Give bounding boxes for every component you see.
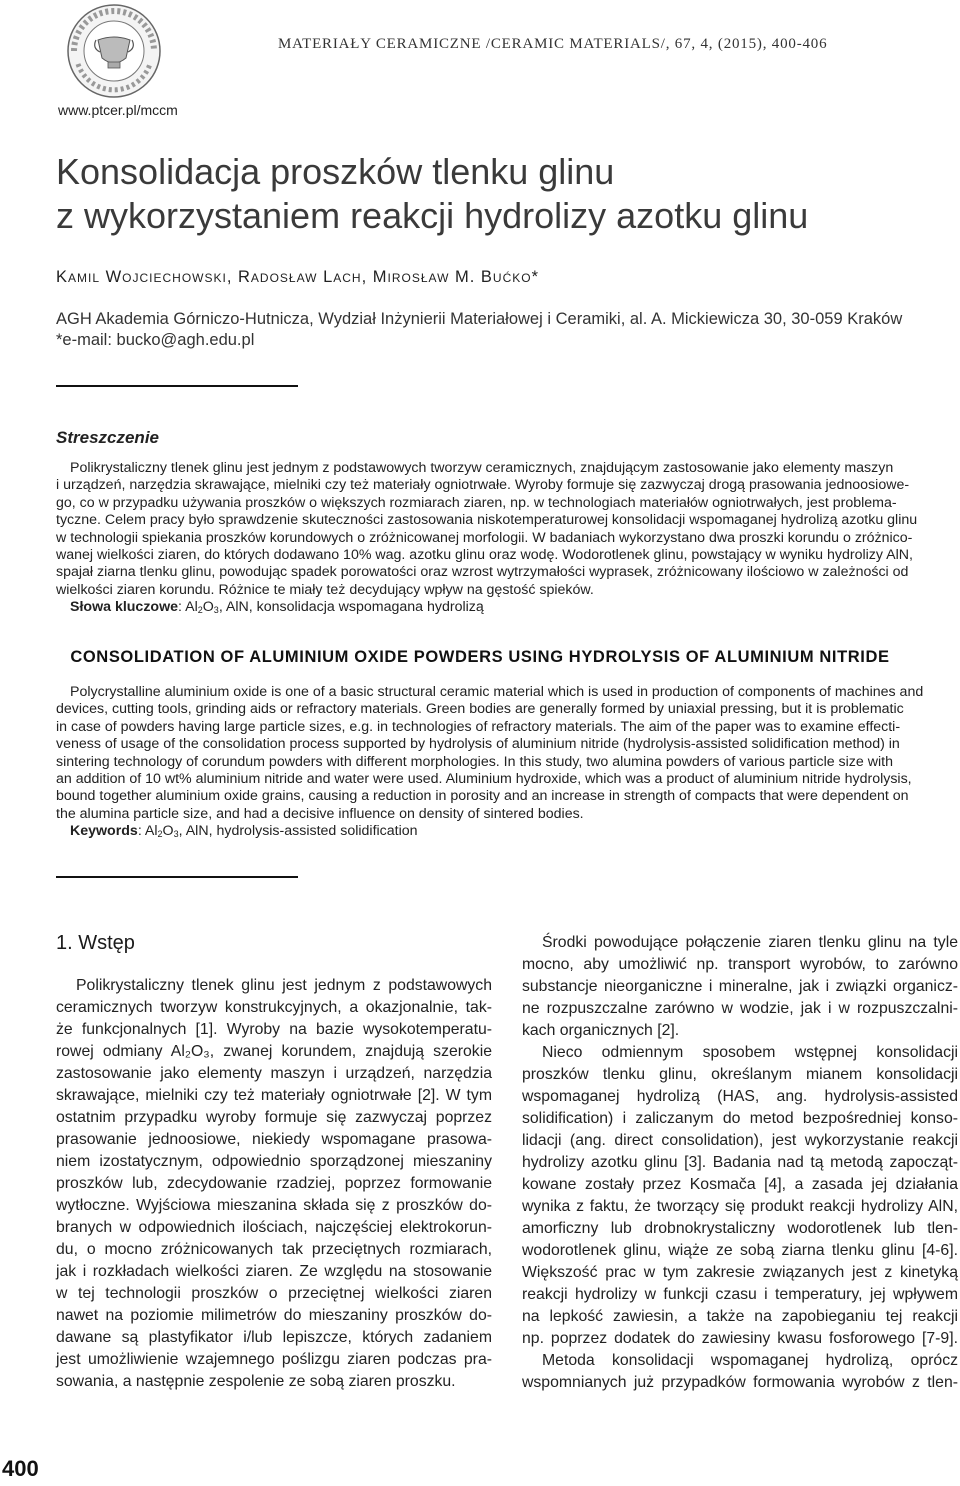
society-seal-icon <box>58 2 170 100</box>
body-line: prasowanie jednoosiowe, niekiedy wspomagane prasowa- <box>56 1131 492 1148</box>
body-line: hydrolizy azotku glinu [3]. Badania nad tą metodą zapocząt- <box>522 1154 958 1171</box>
body-column-right <box>522 932 958 1394</box>
body-line: wspomnianych już przypadków formowania wyrobów z tlen- <box>522 1374 958 1391</box>
body-line: amorficzny lub drobnokrystaliczny wodorotlenek lub tlen- <box>522 1220 958 1237</box>
body-line: kowane zostały przez Kosmača [4], a zasada jej działania <box>522 1176 958 1193</box>
body-line: sowania, a następnie zespolenie ze sobą ziaren proszku. <box>56 1373 456 1390</box>
abstract-heading: Streszczenie <box>56 428 159 447</box>
english-title: CONSOLIDATION OF ALUMINIUM OXIDE POWDERS USING HYDROLYSIS OF ALUMINIUM NITRIDE <box>70 648 890 666</box>
body-column-left <box>56 975 492 1393</box>
keywords-pl-sub: 2 <box>197 605 203 616</box>
body-line: du, o mocno zróżnicowanych tak przeciętnych rozmiarach, <box>56 1241 492 1258</box>
abstract-en-line: devices, cutting tools, grinding aids or refractory materials. Green bodies are generally formed by uniaxial pressing, but it is problematic <box>56 701 904 718</box>
body-line: ceramicznych tworzyw konstrukcyjnych, a okazjonalnie, tak- <box>56 999 492 1016</box>
keywords-en-rest: , AlN, hydrolysis-assisted solidification <box>178 823 418 840</box>
title-line-2: z wykorzystaniem reakcji hydrolizy azotku glinu <box>56 195 809 236</box>
separator-rule-top <box>56 385 298 387</box>
abstract-pl-line: go, co w przypadku używania proszków o większych rozmiarach ziaren, np. w technologiach materiałów ogniotrwałych, jest problema- <box>56 494 897 511</box>
body-line: wspomaganej hydrolizą (HAS, ang. hydrolysis-assisted <box>522 1088 958 1105</box>
body-line: że funkcjonalnych [1]. Wyroby na bazie wysokotemperatu- <box>56 1021 492 1038</box>
abstract-en-line: an addition of 10 wt% aluminium nitride and water were used. Aluminium hydroxide, which was a product of aluminium nitride hydrolysis, <box>56 771 912 788</box>
body-line: jest umożliwienie wzajemnego poślizgu ziaren podczas pra- <box>56 1351 492 1368</box>
body-line: ostatnim przypadku wyroby formuje się zazwyczaj poprzez <box>56 1109 492 1126</box>
body-line: skrawające, mielniki czy też materiały ogniotrwałe [2]. W tym <box>56 1087 492 1104</box>
keywords-pl-label: Słowa kluczowe <box>70 599 179 616</box>
abstract-pl-line: tyczne. Celem pracy było sprawdzenie skuteczności zastosowania niskotemperaturowej konsolidacji wspomaganej hydrolizą azotku glinu <box>56 512 918 529</box>
abstract-en-line: the alumina particle size, and had a decisive influence on density of sintered bodies. <box>56 805 584 822</box>
keywords-en-label: Keywords <box>70 823 138 840</box>
title-line-1: Konsolidacja proszków tlenku glinu <box>56 151 615 192</box>
body-line: reakcji hydrolizy w funkcji czasu i temperatury, jej wpływem <box>522 1286 958 1303</box>
abstract-en-line: bound together aluminium oxide grains, causing a reduction in porosity and an increase in strength of compacts that were dependent on <box>56 788 909 805</box>
abstract-pl-line: w technologii spiekania proszków korundowych o zróżnicowanej morfologii. W badaniach wykorzystano dwa proszki korundu o zróżnico- <box>56 529 913 546</box>
body-line: zastosowanie jako elementy maszyn i urządzeń, narzędzia <box>56 1065 492 1082</box>
abstract-pl <box>56 460 956 620</box>
body-line: proszków lub, zdecydowanie rzadziej, poprzez formowanie <box>56 1175 492 1192</box>
author-list: Kamil Wojciechowski, Radosław Lach, Mirosław M. Bućko* <box>56 268 539 286</box>
body-line: Metoda konsolidacji wspomaganej hydrolizą, oprócz <box>542 1352 958 1369</box>
body-line: wytłoczne. Wyjściowa mieszanina składa się z proszków do- <box>56 1197 492 1214</box>
abstract-en-line: sintering technology of corundum powders with different morphologies. In this study, two alumina powders of various particle size with <box>56 753 893 770</box>
abstract-pl-line: i urządzeń, narzędzia skrawające, mielniki czy też materiały ogniotrwałe. Wyroby formuje się zazwyczaj drogą prasowania jednoosiowe- <box>56 477 910 494</box>
body-line: branych w odpowiednich ilościach, najczęściej elektrokorun- <box>56 1219 492 1236</box>
body-line: proszków tlenku glinu, określanym mianem konsolidacji <box>522 1066 958 1083</box>
abstract-en <box>56 684 956 844</box>
body-line: rowej odmiany Al₂O₃, zwanej korundem, znajdują szerokie <box>56 1043 492 1060</box>
abstract-pl-line: wielkości ziaren korundu. Różnice te miały też decydujący wpływ na gęstość spieków. <box>56 581 594 598</box>
abstract-pl-line: Polikrystaliczny tlenek glinu jest jednym z podstawowych tworzyw ceramicznych, znajdującym zastosowanie jako elementy maszyn <box>70 460 894 476</box>
keywords-en-sub: 3 <box>173 829 179 840</box>
body-line: Większość prac w tym zakresie związanych jest z kinetyką <box>522 1264 958 1281</box>
keywords-pl-mid: O <box>202 599 214 616</box>
body-line: kach organicznych [2]. <box>522 1022 680 1039</box>
section-heading: 1. Wstęp <box>56 932 135 954</box>
journal-citation: MATERIAŁY CERAMICZNE /CERAMIC MATERIALS/, 67, 4, (2015), 400-406 <box>278 36 828 52</box>
page-number: 400 <box>2 1456 39 1481</box>
keywords-pl-rest: , AlN, konsolidacja wspomagana hydrolizą <box>218 599 484 616</box>
body-line: na lepkość zawiesin, a także na zapobieganiu tej reakcji <box>522 1308 958 1325</box>
body-line: niem izostatycznym, odpowiednio sporządzonej mieszaniny <box>56 1153 492 1170</box>
body-line: np. poprzez dodatek do zawiesiny kwasu fosforowego [7-9]. <box>522 1330 958 1347</box>
body-line: ne rozpuszczalne zarówno w wodzie, jak i w rozpuszczalni- <box>522 1000 958 1017</box>
affiliation: AGH Akademia Górniczo-Hutnicza, Wydział Inżynierii Materiałowej i Ceramiki, al. A. Mickiewicza 30, 30-059 Kraków <box>56 310 903 328</box>
abstract-pl-line: wanej wielkości ziaren, do których dodawano 10% wag. azotku glinu oraz wodę. Wodorotlenek glinu, powstający w wyniku hydrolizy AlN, <box>56 547 913 564</box>
journal-url[interactable]: www.ptcer.pl/mccm <box>58 102 178 118</box>
corresponding-email[interactable]: *e-mail: bucko@agh.edu.pl <box>56 331 255 349</box>
body-line: dawane są plastyfikator i/lub lepiszcze, których zadaniem <box>56 1329 492 1346</box>
keywords-pl <box>56 599 956 619</box>
separator-rule-bottom <box>56 876 298 878</box>
body-line: Środki powodujące połączenie ziaren tlenku glinu na tyle <box>542 934 958 951</box>
abstract-en-line: veness of usage of the consolidation process supported by hydrolysis of aluminium nitride (hydrolysis-assisted solidification method) in <box>56 736 900 753</box>
body-line: jak i rozkładach wielkości ziaren. Ze względu na stosowanie <box>56 1263 492 1280</box>
body-line: wodorotlenek glinu, wiąże ze sobą ziarna tlenku glinu [4-6]. <box>522 1242 958 1259</box>
abstract-en-line: in case of powders having large particle sizes, e.g. in technologies of refractory materials. The aim of the paper was to examine effecti- <box>56 718 901 735</box>
abstract-en-line: Polycrystalline aluminium oxide is one of a basic structural ceramic material which is used in production of components of machines and <box>70 684 924 700</box>
body-line: substancje nieorganiczne i mineralne, jak i związki organicz- <box>522 978 958 995</box>
keywords-en-prefix: : Al <box>137 823 158 840</box>
keywords-en-mid: O <box>162 823 174 840</box>
body-line: lidacji (ang. direct consolidation), jest wykorzystanie reakcji <box>522 1132 958 1149</box>
keywords-en-sub: 2 <box>157 829 163 840</box>
body-line: Nieco odmiennym sposobem wstępnej konsolidacji <box>542 1044 958 1061</box>
body-line: nawet na poziomie milimetrów do mieszaniny proszków do- <box>56 1307 492 1324</box>
abstract-pl-line: spajał ziarna tlenku glinu, powodując spadek porowatości oraz wzrost wytrzymałości wyprasek, zróżnicowany ilościowo w zależności od <box>56 564 909 581</box>
body-line: mocno, aby umożliwić np. transport wyrobów, to zarówno <box>522 956 958 973</box>
body-line: w tej technologii proszków o przeciętnej wielkości ziaren <box>56 1285 492 1302</box>
keywords-pl-sub: 3 <box>213 605 219 616</box>
body-line: solidification) i zaliczanym do metod bezpośredniej konso- <box>522 1110 958 1127</box>
body-line: Polikrystaliczny tlenek glinu jest jednym z podstawowych <box>76 977 492 994</box>
body-line: wynika z faktu, że tworzący się produkt reakcji hydrolizy AlN, <box>522 1198 958 1215</box>
keywords-pl-prefix: : Al <box>178 599 198 616</box>
keywords-en <box>56 823 956 843</box>
article-title <box>56 150 936 238</box>
